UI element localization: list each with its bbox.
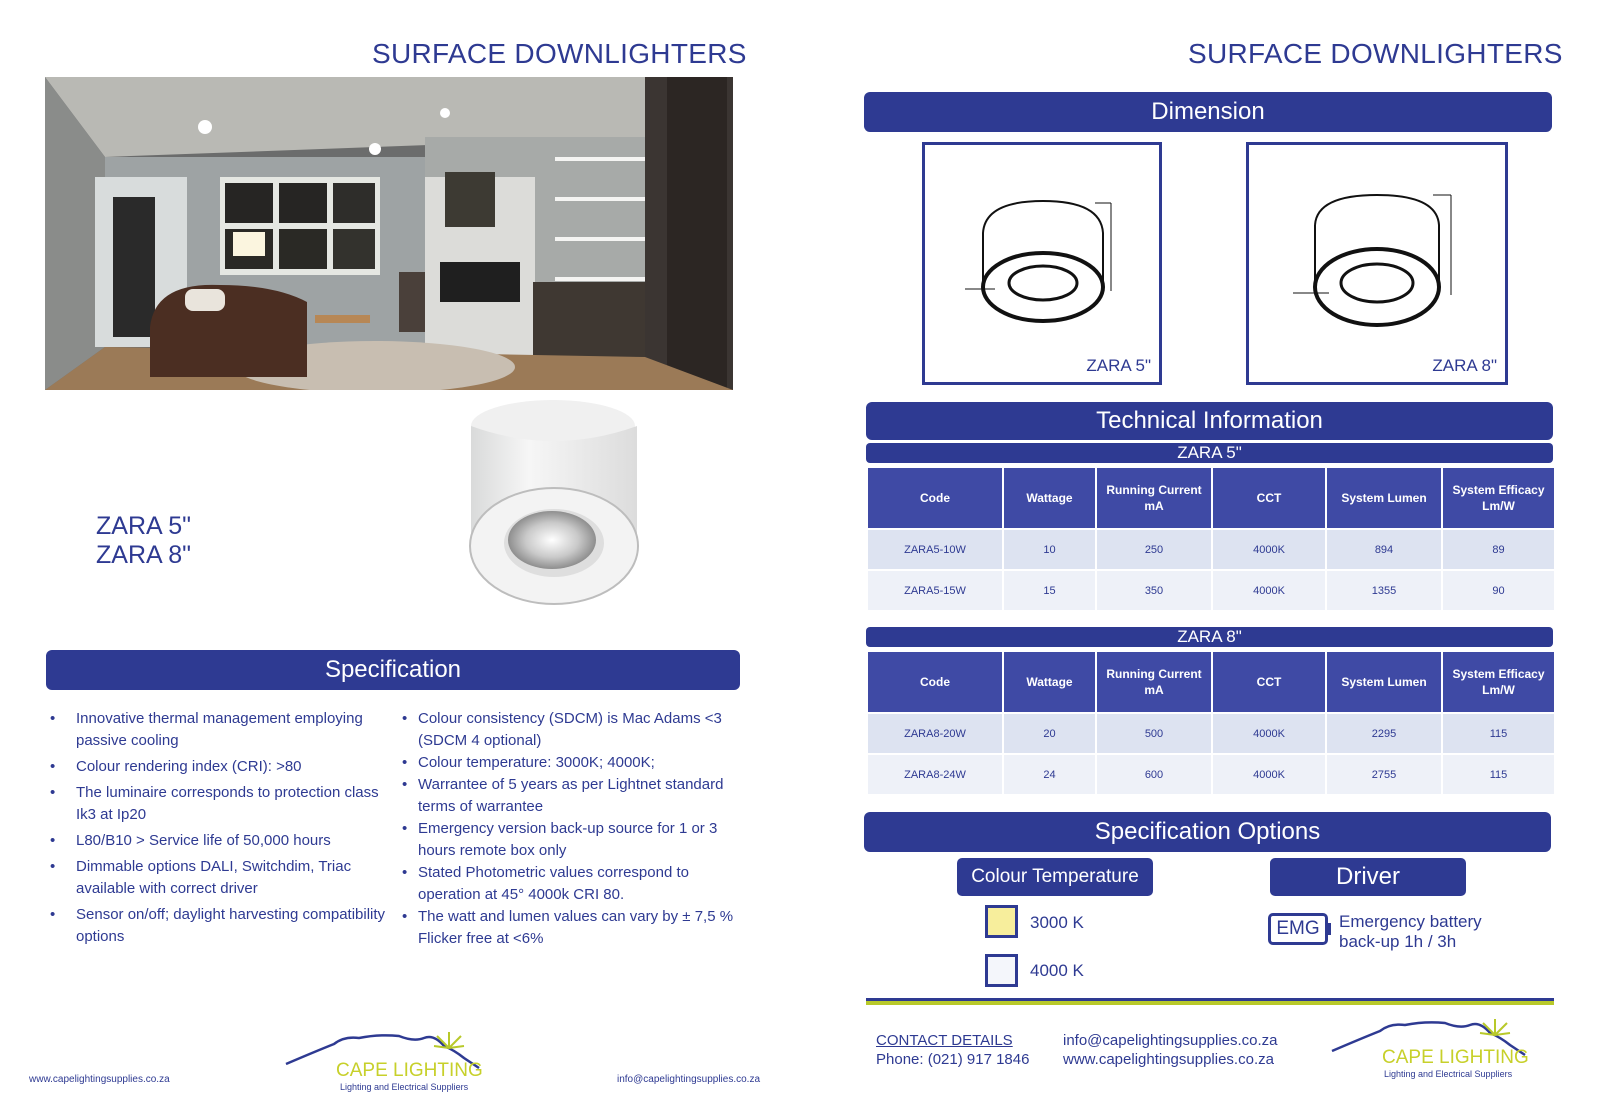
cape-lighting-logo xyxy=(284,1028,494,1098)
product-downlight-image xyxy=(465,398,655,620)
spec-item: • The watt and lumen values can vary by ± 7,5 % Flicker free at <6% xyxy=(400,906,740,950)
table-cell: 115 xyxy=(1442,713,1555,754)
spec-item: • Colour consistency (SDCM) is Mac Adams <3 (SDCM 4 optional) xyxy=(400,708,740,752)
contact-website-link[interactable]: www.capelightingsupplies.co.za xyxy=(1063,1051,1274,1068)
column-header: Running Current mA xyxy=(1096,467,1212,529)
column-header: Code xyxy=(867,651,1003,713)
table-cell: 2295 xyxy=(1326,713,1442,754)
spec-item: • Colour rendering index (CRI): >80 xyxy=(46,756,398,778)
product-names xyxy=(96,512,191,570)
driver-header: Driver xyxy=(1270,858,1466,896)
table-cell: 600 xyxy=(1096,754,1212,795)
emg-badge-icon: EMG xyxy=(1268,913,1328,945)
spec-item: • L80/B10 > Service life of 50,000 hours xyxy=(46,830,398,852)
emg-description-line: back-up 1h / 3h xyxy=(1339,932,1457,951)
battery-terminal-icon xyxy=(1326,923,1331,935)
cape-lighting-logo-right xyxy=(1330,1015,1540,1085)
column-header: Running Current mA xyxy=(1096,651,1212,713)
spec-item: • The luminaire corresponds to protection class Ik3 at Ip20 xyxy=(46,782,398,826)
column-header: CCT xyxy=(1212,467,1326,529)
table-header-row xyxy=(867,651,1555,713)
contact-links xyxy=(1063,1031,1278,1069)
specification-header: Specification xyxy=(46,650,740,690)
colour-option-3000k-label: 3000 K xyxy=(1030,913,1084,932)
table-cell: 15 xyxy=(1003,570,1096,611)
table-row xyxy=(867,529,1555,570)
product-name-zara5: ZARA 5" xyxy=(96,512,192,540)
spec-list-right xyxy=(400,708,740,950)
dimension-box-zara8 xyxy=(1246,142,1508,385)
table-cell: ZARA8-20W xyxy=(867,713,1003,754)
contact-email-link[interactable]: info@capelightingsupplies.co.za xyxy=(1063,1032,1278,1049)
spec-item: • Emergency version back-up source for 1 or 3 hours remote box only xyxy=(400,818,740,862)
colour-swatch-3000k xyxy=(985,905,1018,938)
tech-table-zara5 xyxy=(866,466,1556,612)
table-header-row xyxy=(867,467,1555,529)
column-header: System Efficacy Lm/W xyxy=(1442,467,1555,529)
column-header: System Lumen xyxy=(1326,651,1442,713)
emg-description-line: Emergency battery xyxy=(1339,912,1482,931)
table-row xyxy=(867,754,1555,795)
column-header: CCT xyxy=(1212,651,1326,713)
spec-list-left xyxy=(46,708,398,952)
dimension-label-zara8: ZARA 8" xyxy=(1432,356,1497,375)
column-header: Wattage xyxy=(1003,467,1096,529)
logo-tagline: Lighting and Electrical Suppliers xyxy=(340,1082,469,1092)
spec-item: • Colour temperature: 3000K; 4000K; xyxy=(400,752,740,774)
table-cell: ZARA8-24W xyxy=(867,754,1003,795)
table-cell: 500 xyxy=(1096,713,1212,754)
dimension-header: Dimension xyxy=(864,92,1552,132)
table-cell: 115 xyxy=(1442,754,1555,795)
footer-divider-green xyxy=(866,1001,1554,1005)
table-cell: 20 xyxy=(1003,713,1096,754)
table-cell: 4000K xyxy=(1212,754,1326,795)
table-title-zara8: ZARA 8" xyxy=(866,627,1553,647)
table-row xyxy=(867,713,1555,754)
logo-tagline: Lighting and Electrical Suppliers xyxy=(1384,1069,1513,1079)
emg-description xyxy=(1339,912,1482,952)
technical-information-header: Technical Information xyxy=(866,402,1553,440)
table-cell: ZARA5-15W xyxy=(867,570,1003,611)
column-header: Code xyxy=(867,467,1003,529)
table-cell: 4000K xyxy=(1212,570,1326,611)
table-cell: 24 xyxy=(1003,754,1096,795)
table-cell: 2755 xyxy=(1326,754,1442,795)
table-cell: 4000K xyxy=(1212,713,1326,754)
contact-phone[interactable]: Phone: (021) 917 1846 xyxy=(876,1051,1030,1068)
table-cell: 1355 xyxy=(1326,570,1442,611)
footer-website-link[interactable]: www.capelightingsupplies.co.za xyxy=(29,1074,170,1085)
table-cell: 89 xyxy=(1442,529,1555,570)
table-cell: 90 xyxy=(1442,570,1555,611)
specification-options-header: Specification Options xyxy=(864,812,1551,852)
product-name-zara8: ZARA 8" xyxy=(96,541,192,569)
table-cell: ZARA5-10W xyxy=(867,529,1003,570)
column-header: System Efficacy Lm/W xyxy=(1442,651,1555,713)
spec-item: • Sensor on/off; daylight harvesting compatibility options xyxy=(46,904,398,948)
tech-table-zara8 xyxy=(866,650,1556,796)
spec-item: • Warrantee of 5 years as per Lightnet standard terms of warrantee xyxy=(400,774,740,818)
dimension-label-zara5: ZARA 5" xyxy=(1086,356,1151,375)
logo-name: CAPE LIGHTING xyxy=(1382,1047,1529,1068)
column-header: System Lumen xyxy=(1326,467,1442,529)
room-photo xyxy=(45,77,733,390)
spec-item: • Innovative thermal management employing passive cooling xyxy=(46,708,398,752)
contact-block xyxy=(876,1031,1029,1069)
colour-option-4000k-label: 4000 K xyxy=(1030,961,1084,980)
table-cell: 894 xyxy=(1326,529,1442,570)
table-cell: 250 xyxy=(1096,529,1212,570)
column-header: Wattage xyxy=(1003,651,1096,713)
table-cell: 10 xyxy=(1003,529,1096,570)
dimension-box-zara5 xyxy=(922,142,1162,385)
footer-email-link[interactable]: info@capelightingsupplies.co.za xyxy=(617,1074,761,1085)
logo-name: CAPE LIGHTING xyxy=(336,1060,483,1081)
colour-swatch-4000k xyxy=(985,954,1018,987)
table-cell: 350 xyxy=(1096,570,1212,611)
table-cell: 4000K xyxy=(1212,529,1326,570)
contact-title: CONTACT DETAILS xyxy=(876,1032,1013,1049)
colour-temperature-header: Colour Temperature xyxy=(957,858,1153,896)
spec-item: • Stated Photometric values correspond to operation at 45° 4000k CRI 80. xyxy=(400,862,740,906)
table-title-zara5: ZARA 5" xyxy=(866,443,1553,463)
right-page-title: SURFACE DOWNLIGHTERS xyxy=(1188,38,1563,69)
left-page-title: SURFACE DOWNLIGHTERS xyxy=(372,38,747,69)
spec-item: • Dimmable options DALI, Switchdim, Triac available with correct driver xyxy=(46,856,398,900)
table-row xyxy=(867,570,1555,611)
